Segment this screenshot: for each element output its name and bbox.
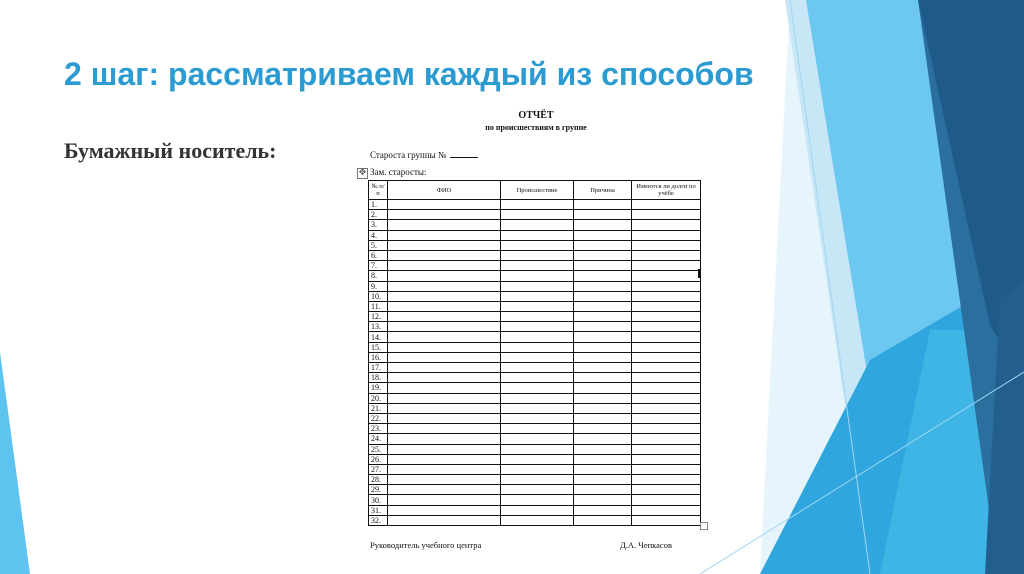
table-row xyxy=(369,271,701,281)
table-cell xyxy=(388,363,501,373)
row-number-cell: 6. xyxy=(369,250,388,260)
row-number-cell: 5. xyxy=(369,240,388,250)
table-cell xyxy=(632,240,701,250)
table-row xyxy=(369,291,701,301)
row-number-cell: 7. xyxy=(369,261,388,271)
table-cell xyxy=(501,210,574,220)
table-cell xyxy=(388,220,501,230)
table-cell xyxy=(632,373,701,383)
table-cell xyxy=(574,312,632,322)
deputy-head-label: Зам. старосты: xyxy=(370,167,427,177)
row-number-cell: 4. xyxy=(369,230,388,240)
table-cell xyxy=(388,240,501,250)
row-number-cell: 12. xyxy=(369,312,388,322)
table-row xyxy=(369,210,701,220)
row-number-cell: 11. xyxy=(369,301,388,311)
table-cell xyxy=(574,383,632,393)
table-cell xyxy=(388,393,501,403)
table-row xyxy=(369,240,701,250)
table-row xyxy=(369,505,701,515)
table-row xyxy=(369,250,701,260)
table-cell xyxy=(388,312,501,322)
table-cell xyxy=(574,505,632,515)
row-number-cell: 8. xyxy=(369,271,388,281)
table-row xyxy=(369,230,701,240)
table-cell xyxy=(632,210,701,220)
table-cell xyxy=(574,322,632,332)
table-row xyxy=(369,393,701,403)
row-number-cell: 29. xyxy=(369,485,388,495)
table-cell xyxy=(388,444,501,454)
table-cell xyxy=(574,495,632,505)
table-cell xyxy=(388,291,501,301)
table-row xyxy=(369,454,701,464)
row-number-cell: 15. xyxy=(369,342,388,352)
table-cell xyxy=(501,342,574,352)
table-cell xyxy=(632,424,701,434)
table-row xyxy=(369,332,701,342)
table-cell xyxy=(388,373,501,383)
row-number-cell: 14. xyxy=(369,332,388,342)
row-number-cell: 16. xyxy=(369,352,388,362)
table-row xyxy=(369,301,701,311)
table-cell xyxy=(574,342,632,352)
table-cell xyxy=(632,485,701,495)
table-row xyxy=(369,403,701,413)
report-table xyxy=(368,180,701,526)
table-cell xyxy=(501,464,574,474)
table-cell xyxy=(501,271,574,281)
table-row xyxy=(369,220,701,230)
table-cell xyxy=(574,332,632,342)
row-number-cell: 10. xyxy=(369,291,388,301)
table-cell xyxy=(388,424,501,434)
table-cell xyxy=(574,363,632,373)
table-row xyxy=(369,373,701,383)
table-cell xyxy=(388,342,501,352)
row-number-cell: 22. xyxy=(369,413,388,423)
table-row xyxy=(369,464,701,474)
row-number-cell: 32. xyxy=(369,515,388,525)
table-cell xyxy=(501,495,574,505)
table-cell xyxy=(501,373,574,383)
table-cell xyxy=(388,454,501,464)
table-row xyxy=(369,342,701,352)
table-cell xyxy=(632,413,701,423)
table-cell xyxy=(632,352,701,362)
table-cell xyxy=(632,332,701,342)
table-cell xyxy=(632,363,701,373)
table-cell xyxy=(574,413,632,423)
report-title: ОТЧЁТ xyxy=(518,110,554,121)
table-cell xyxy=(501,352,574,362)
table-cell xyxy=(574,485,632,495)
table-cell xyxy=(632,271,701,281)
table-cell xyxy=(388,261,501,271)
table-cell xyxy=(632,342,701,352)
group-number-blank xyxy=(450,149,478,158)
table-row xyxy=(369,413,701,423)
table-cell xyxy=(632,230,701,240)
table-cell xyxy=(388,475,501,485)
table-cell xyxy=(632,200,701,210)
table-cell xyxy=(632,322,701,332)
table-cell xyxy=(501,230,574,240)
table-resize-handle-icon[interactable] xyxy=(700,522,708,530)
table-cell xyxy=(574,352,632,362)
table-cell xyxy=(574,200,632,210)
table-cell xyxy=(632,444,701,454)
table-cell xyxy=(632,464,701,474)
table-cell xyxy=(632,454,701,464)
table-cell xyxy=(632,261,701,271)
table-cell xyxy=(388,281,501,291)
table-cell xyxy=(501,383,574,393)
row-number-cell: 17. xyxy=(369,363,388,373)
table-cell xyxy=(574,464,632,474)
table-row xyxy=(369,352,701,362)
table-cell xyxy=(501,505,574,515)
column-header-reason: Причина xyxy=(574,181,632,200)
table-cell xyxy=(574,220,632,230)
table-cell xyxy=(388,464,501,474)
table-cell xyxy=(388,413,501,423)
table-cell xyxy=(574,475,632,485)
table-cell xyxy=(574,403,632,413)
table-row xyxy=(369,383,701,393)
row-number-cell: 25. xyxy=(369,444,388,454)
table-cell xyxy=(632,301,701,311)
table-cell xyxy=(501,485,574,495)
table-cell xyxy=(632,312,701,322)
table-cell xyxy=(501,434,574,444)
table-cell xyxy=(388,352,501,362)
row-number-cell: 3. xyxy=(369,220,388,230)
table-cell xyxy=(501,454,574,464)
table-cell xyxy=(388,322,501,332)
table-cell xyxy=(388,515,501,525)
row-number-cell: 2. xyxy=(369,210,388,220)
row-number-cell: 26. xyxy=(369,454,388,464)
table-cell xyxy=(501,200,574,210)
table-cell xyxy=(574,250,632,260)
table-cell xyxy=(574,210,632,220)
table-row xyxy=(369,312,701,322)
table-cell xyxy=(501,322,574,332)
column-header-debts: Имеются ли долги по учёбе xyxy=(632,181,701,200)
table-row xyxy=(369,515,701,525)
row-number-cell: 23. xyxy=(369,424,388,434)
table-cell xyxy=(501,444,574,454)
table-cell xyxy=(632,434,701,444)
table-cell xyxy=(501,515,574,525)
row-number-cell: 1. xyxy=(369,200,388,210)
table-cell xyxy=(632,495,701,505)
table-cell xyxy=(388,332,501,342)
table-cell xyxy=(388,434,501,444)
table-cell xyxy=(632,403,701,413)
table-cell xyxy=(632,291,701,301)
table-cell xyxy=(501,261,574,271)
table-cell xyxy=(501,301,574,311)
row-number-cell: 18. xyxy=(369,373,388,383)
slide-title: 2 шаг: рассматриваем каждый из способов xyxy=(64,56,754,92)
row-number-cell: 21. xyxy=(369,403,388,413)
table-cell xyxy=(574,444,632,454)
row-number-cell: 27. xyxy=(369,464,388,474)
table-cell xyxy=(574,240,632,250)
table-cell xyxy=(501,220,574,230)
table-cell xyxy=(501,281,574,291)
table-cell xyxy=(632,515,701,525)
table-cell xyxy=(574,281,632,291)
table-cell xyxy=(501,250,574,260)
table-cell xyxy=(388,383,501,393)
table-cell xyxy=(574,271,632,281)
row-number-cell: 19. xyxy=(369,383,388,393)
table-cell xyxy=(388,495,501,505)
table-cell xyxy=(501,424,574,434)
table-cell xyxy=(574,261,632,271)
table-cell xyxy=(632,393,701,403)
report-document xyxy=(356,104,716,554)
table-cell xyxy=(632,220,701,230)
row-end-marker xyxy=(698,269,700,278)
table-cell xyxy=(388,485,501,495)
table-cell xyxy=(501,413,574,423)
table-row xyxy=(369,495,701,505)
table-cell xyxy=(388,271,501,281)
table-cell xyxy=(501,475,574,485)
table-cell xyxy=(501,240,574,250)
report-table-body xyxy=(369,200,701,526)
table-cell xyxy=(388,301,501,311)
table-cell xyxy=(388,505,501,515)
group-head-label: Староста группы № xyxy=(370,150,447,160)
table-cell xyxy=(501,393,574,403)
row-number-cell: 28. xyxy=(369,475,388,485)
table-cell xyxy=(501,403,574,413)
table-row xyxy=(369,281,701,291)
table-cell xyxy=(388,200,501,210)
row-number-cell: 20. xyxy=(369,393,388,403)
group-head-line xyxy=(370,149,478,160)
table-cell xyxy=(632,475,701,485)
table-row xyxy=(369,475,701,485)
table-cell xyxy=(574,291,632,301)
row-number-cell: 24. xyxy=(369,434,388,444)
table-cell xyxy=(574,230,632,240)
report-subtitle: по происшествиям в группе xyxy=(485,123,587,132)
table-cell xyxy=(574,434,632,444)
row-number-cell: 31. xyxy=(369,505,388,515)
table-cell xyxy=(501,312,574,322)
table-cell xyxy=(632,281,701,291)
table-cell xyxy=(501,332,574,342)
table-cell xyxy=(388,250,501,260)
table-cell xyxy=(388,210,501,220)
row-number-cell: 13. xyxy=(369,322,388,332)
table-row xyxy=(369,363,701,373)
table-cell xyxy=(388,403,501,413)
table-move-handle-icon[interactable]: ✥ xyxy=(358,168,367,178)
paper-medium-label: Бумажный носитель: xyxy=(64,138,277,163)
table-row xyxy=(369,322,701,332)
table-cell xyxy=(632,383,701,393)
table-cell xyxy=(632,250,701,260)
table-cell xyxy=(388,230,501,240)
row-number-cell: 9. xyxy=(369,281,388,291)
report-footer-role: Руководитель учебного центра xyxy=(370,540,482,550)
table-header-row xyxy=(369,181,701,200)
column-header-name: ФИО xyxy=(388,181,501,200)
row-number-cell: 30. xyxy=(369,495,388,505)
left-edge-stripe xyxy=(0,352,30,574)
report-footer-signatory: Д.А. Чепкасов xyxy=(620,540,672,550)
table-cell xyxy=(632,505,701,515)
table-cell xyxy=(574,393,632,403)
table-row xyxy=(369,200,701,210)
table-row xyxy=(369,424,701,434)
table-cell xyxy=(574,424,632,434)
column-header-number: № п/п xyxy=(369,181,388,200)
table-row xyxy=(369,485,701,495)
table-row xyxy=(369,434,701,444)
table-row xyxy=(369,261,701,271)
column-header-incident: Происшествие xyxy=(501,181,574,200)
table-row xyxy=(369,444,701,454)
table-cell xyxy=(574,454,632,464)
table-cell xyxy=(574,373,632,383)
table-cell xyxy=(501,363,574,373)
table-cell xyxy=(501,291,574,301)
table-cell xyxy=(574,515,632,525)
table-cell xyxy=(574,301,632,311)
